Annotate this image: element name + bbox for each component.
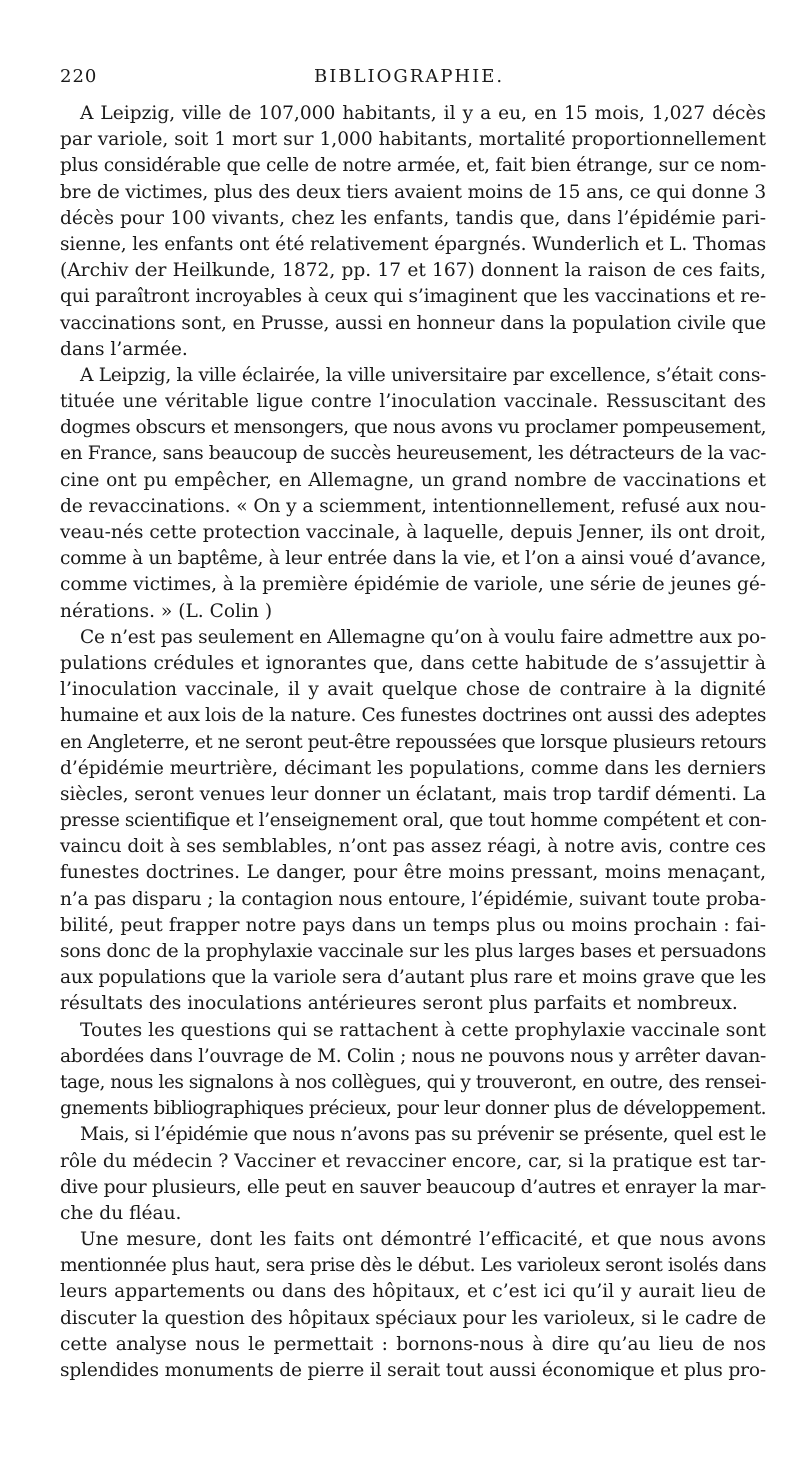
text-line: en France, sans beaucoup de succès heureusement, les détracteurs de la vac- [60, 443, 766, 465]
text-line: dive pour plusieurs, elle peut en sauver beaucoup d’autres et enrayer la mar- [60, 1176, 766, 1198]
text-line: che du fléau. [60, 1202, 182, 1224]
text-line: plus considérable que celle de notre armée, et, fait bien étrange, sur ce nom- [60, 155, 766, 177]
text-line: comme victimes, à la première épidémie de variole, une série de jeunes gé- [60, 574, 766, 596]
text-line: veau-nés cette protection vaccinale, à laquelle, depuis Jenner, ils ont droit, [60, 522, 766, 543]
text-line: tage, nous les signalons à nos collègues, qui y trouveront, en outre, des rensei- [60, 1071, 766, 1093]
text-line: décès pour 100 vivants, chez les enfants, tandis que, dans l’épidémie pari- [60, 207, 766, 229]
text-line: dans l’armée. [60, 338, 188, 360]
text-line: discuter la question des hôpitaux spéciaux pour les varioleux, si le cadre de [60, 1307, 766, 1329]
text-line: splendides monuments de pierre il serait tout aussi économique et plus pro- [60, 1360, 766, 1381]
running-head: BIBLIOGRAPHIE. [314, 66, 505, 87]
text-line: funestes doctrines. Le danger, pour être moins pressant, moins menaçant, [60, 862, 766, 884]
text-line: mentionnée plus haut, sera prise dès le début. Les varioleux seront isolés dans [60, 1255, 766, 1277]
text-line: dogmes obscurs et mensongers, que nous avons vu proclamer pompeusement, [60, 417, 766, 439]
text-line: gnements bibliographiques précieux, pour leur donner plus de développement. [60, 1098, 767, 1120]
text-line: vaccinations sont, en Prusse, aussi en honneur dans la population civile que [60, 312, 766, 334]
text-line: qui paraîtront incroyables à ceux qui s’imaginent que les vaccinations et re- [60, 286, 766, 308]
text-line: Toutes les questions qui se rattachent à cette prophylaxie vaccinale sont [80, 1019, 766, 1041]
text-line: cine ont pu empêcher, en Allemagne, un grand nombre de vaccinations et [60, 469, 766, 491]
text-line: Ce n’est pas seulement en Allemagne qu’on à voulu faire admettre aux po- [80, 626, 767, 648]
text-line: Une mesure, dont les faits ont démontré l’efficacité, et que nous avons [80, 1229, 766, 1251]
text-line: comme à un baptême, à leur entrée dans la vie, et l’on a ainsi voué d’avance, [60, 548, 767, 570]
text-line: aux populations que la variole sera d’autant plus rare et moins grave que les [60, 967, 766, 989]
text-line: bilité, peut frapper notre pays dans un temps plus ou moins prochain : fai- [60, 914, 766, 936]
text-line: leurs appartements ou dans des hôpitaux, et c’est ici qu’il y aurait lieu de [60, 1281, 766, 1303]
text-line: en Angleterre, et ne seront peut-être repoussées que lorsque plusieurs retours [60, 731, 766, 753]
body-text [60, 101, 766, 1384]
text-line: cette analyse nous le permettait : bornons-nous à dire qu’au lieu de nos [60, 1333, 766, 1355]
text-line: sienne, les enfants ont été relativement épargnés. Wunderlich et L. Thomas [60, 233, 767, 255]
text-line: (Archiv der Heilkunde, 1872, pp. 17 et 167) donnent la raison de ces faits, [60, 260, 766, 282]
text-line: vaincu doit à ses semblables, n’ont pas assez réagi, à notre avis, contre ces [60, 836, 766, 858]
page-header [60, 66, 766, 92]
text-line: A Leipzig, la ville éclairée, la ville universitaire par excellence, s’était cons- [80, 364, 767, 386]
text-line: abordées dans l’ouvrage de M. Colin ; nous ne pouvons nous y arrêter davan- [60, 1045, 766, 1067]
text-line: pulations crédules et ignorantes que, dans cette habitude de s’assujettir à [60, 652, 766, 674]
text-line: d’épidémie meurtrière, décimant les populations, comme dans les derniers [60, 757, 767, 779]
text-line: Mais, si l’épidémie que nous n’avons pas su prévenir se présente, quel est le [80, 1124, 766, 1146]
text-line: siècles, seront venues leur donner un éclatant, mais trop tardif démenti. La [60, 783, 766, 805]
text-line: par variole, soit 1 mort sur 1,000 habitants, mortalité proportionnellement [60, 129, 766, 151]
text-line: rôle du médecin ? Vacciner et revacciner encore, car, si la pratique est tar- [60, 1150, 766, 1172]
text-line: résultats des inoculations antérieures seront plus parfaits et nombreux. [60, 993, 738, 1015]
text-line: nérations. » (L. Colin ) [60, 600, 273, 622]
text-line: l’inoculation vaccinale, il y avait quelque chose de contraire à la dignité [60, 679, 766, 701]
text-line: n’a pas disparu ; la contagion nous entoure, l’épidémie, suivant toute proba- [60, 888, 766, 910]
text-line: bre de victimes, plus des deux tiers avaient moins de 15 ans, ce qui donne 3 [60, 181, 767, 203]
text-line: humaine et aux lois de la nature. Ces funestes doctrines ont aussi des adeptes [60, 705, 767, 727]
text-line: sons donc de la prophylaxie vaccinale sur les plus larges bases et persuadons [60, 941, 766, 962]
text-line: de revaccinations. « On y a sciemment, intentionnellement, refusé aux nou- [60, 495, 767, 517]
text-line: tituée une véritable ligue contre l’inoculation vaccinale. Ressuscitant des [60, 391, 766, 413]
page-number: 220 [60, 66, 98, 87]
text-line: presse scientifique et l’enseignement oral, que tout homme compétent et con- [60, 810, 767, 832]
text-line: A Leipzig, ville de 107,000 habitants, il y a eu, en 15 mois, 1,027 décès [80, 103, 766, 124]
